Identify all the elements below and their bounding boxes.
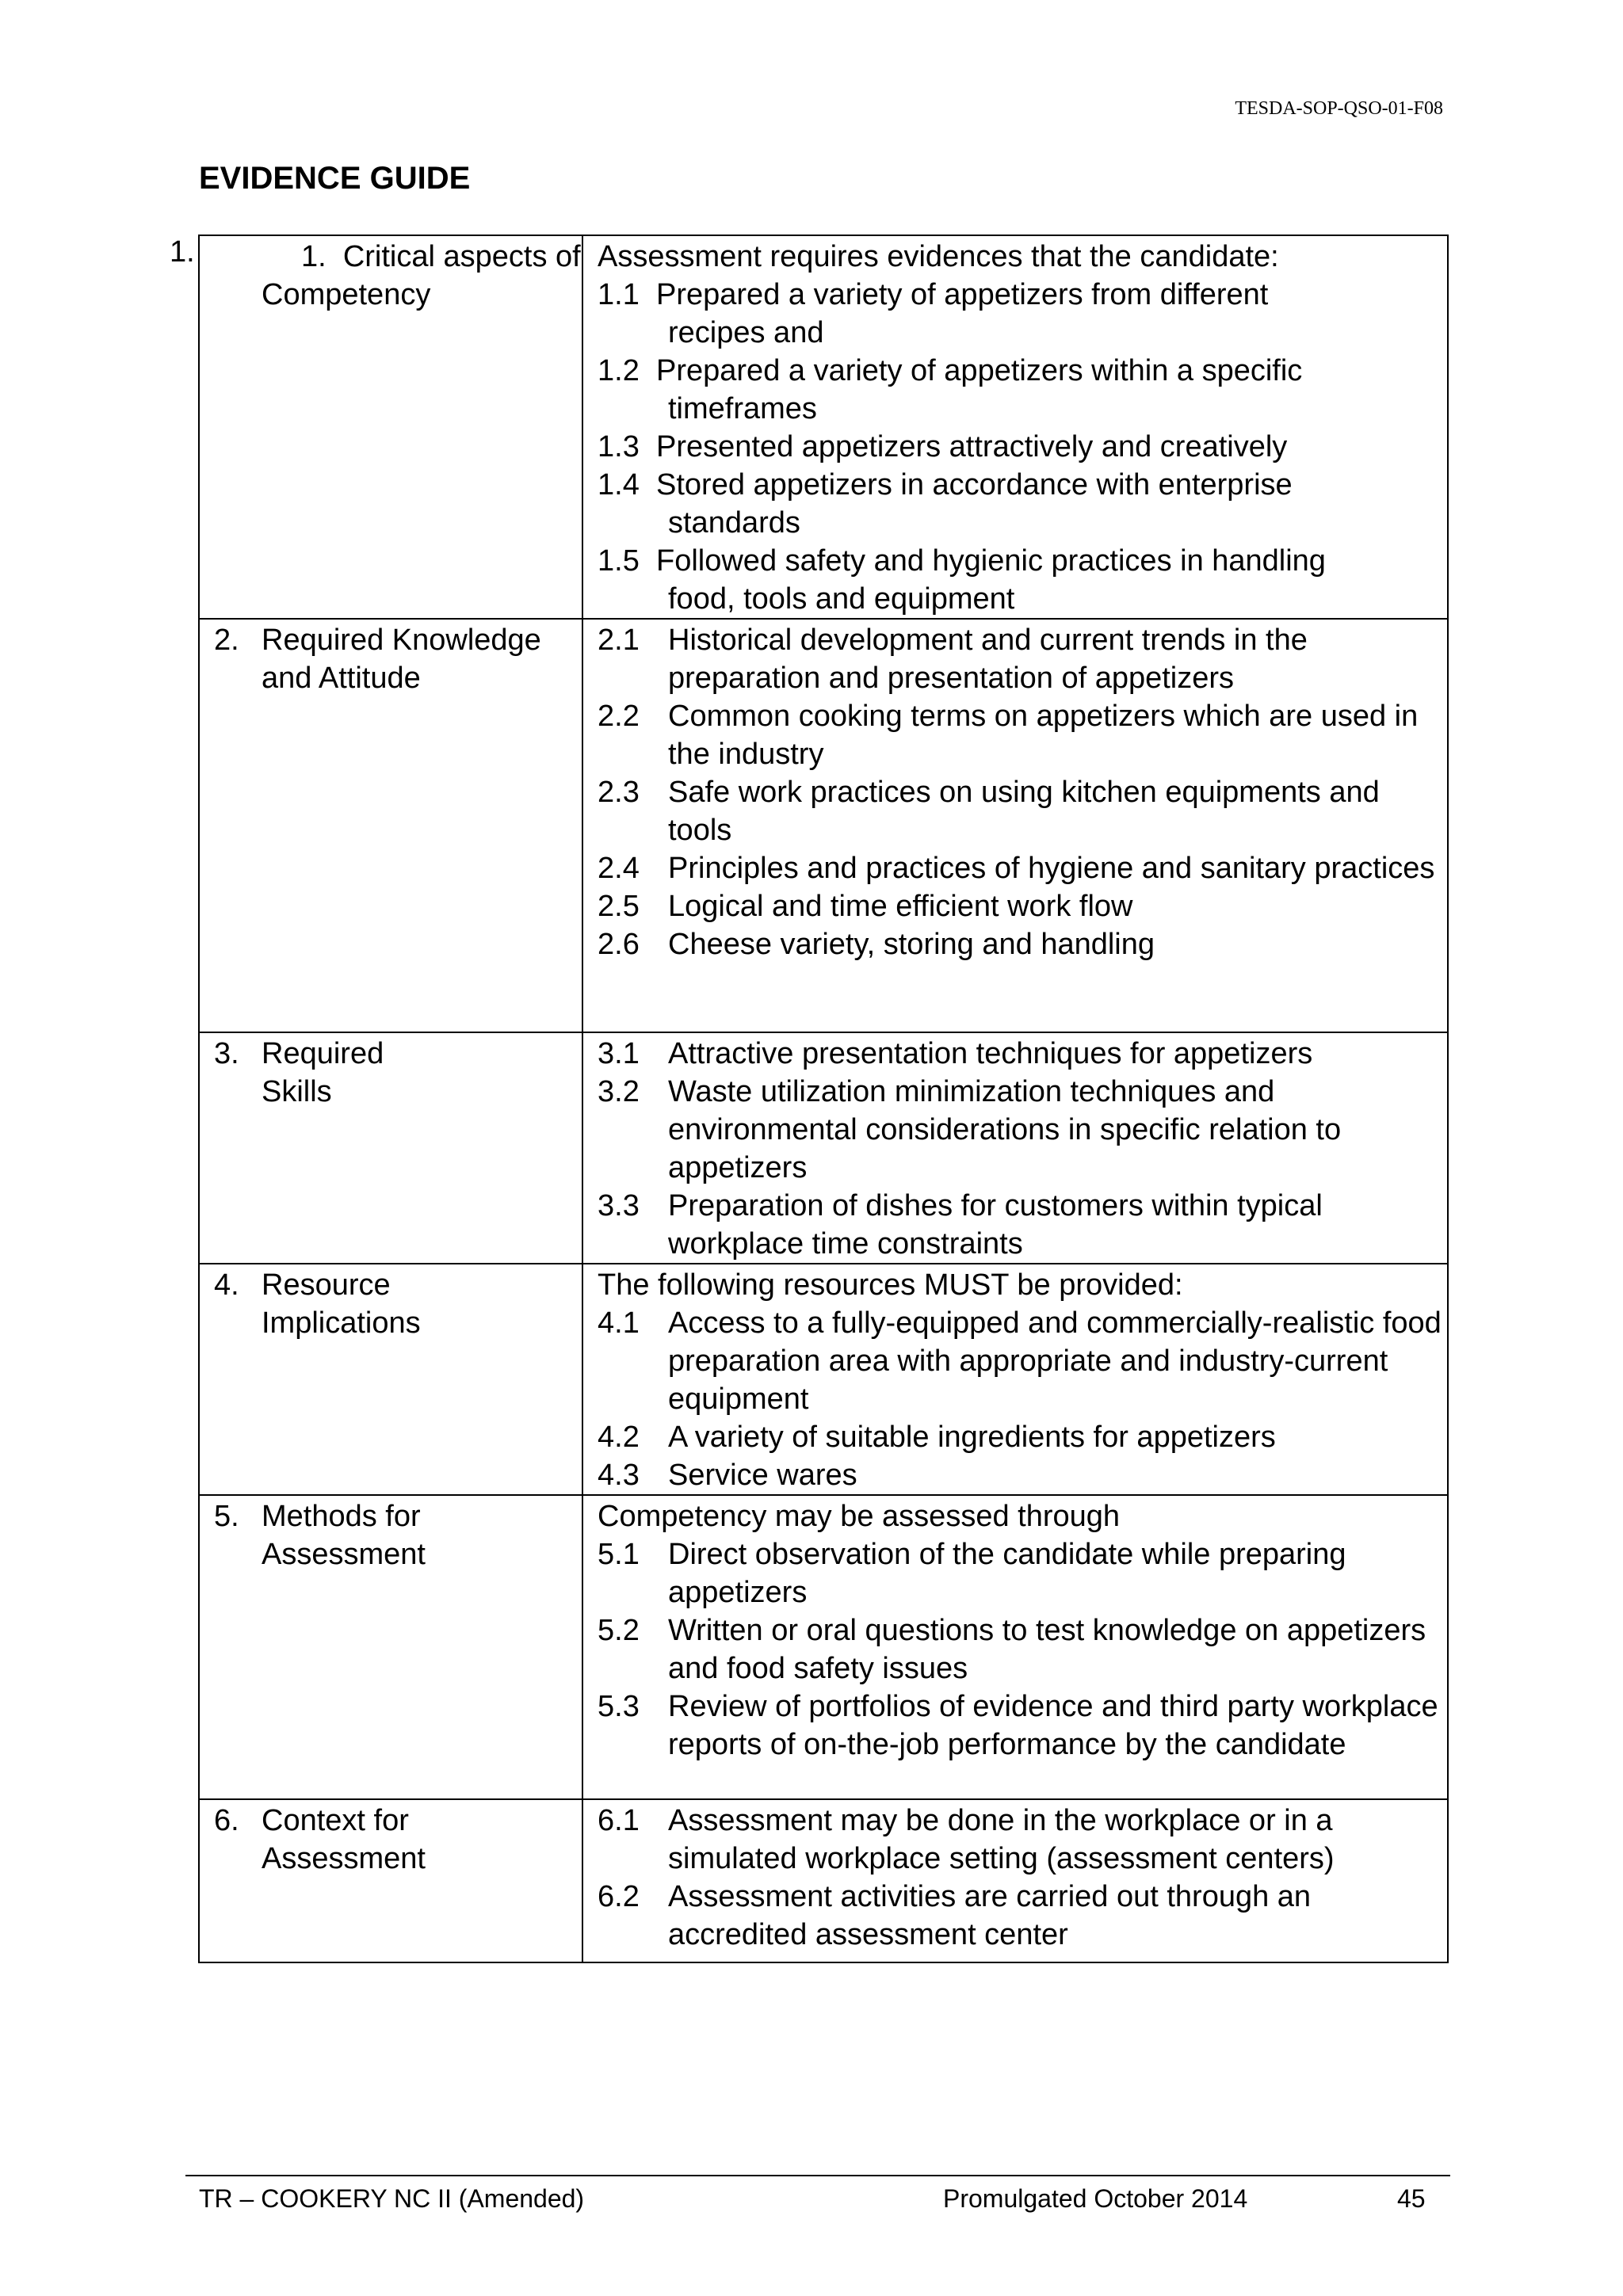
item-text-continued: timeframes	[668, 392, 817, 425]
list-item	[583, 428, 1442, 466]
item-number: 5.2	[598, 1614, 640, 1647]
item-text: Access to a fully-equipped and commercially-realistic food preparation area with appropriate and industry-current equipment	[668, 1306, 1442, 1416]
item-number: 4.1	[598, 1306, 640, 1340]
row-intro: Competency may be assessed through	[598, 1500, 1121, 1533]
item-number: 1.3	[598, 430, 640, 463]
row-label-cell	[199, 1799, 582, 1962]
list-item	[583, 621, 1442, 697]
item-text: Cheese variety, storing and handling	[668, 928, 1155, 961]
list-item	[583, 1688, 1442, 1764]
row-intro: Assessment requires evidences that the candidate:	[598, 240, 1279, 273]
table-row	[199, 1495, 1448, 1799]
row-content-cell	[582, 1799, 1448, 1962]
list-item	[583, 466, 1442, 542]
item-number: 2.4	[598, 852, 640, 885]
table-row	[199, 619, 1448, 1032]
item-text: Historical development and current trends in the preparation and presentation of appetizers	[668, 624, 1308, 695]
row-number: 2.	[214, 624, 239, 657]
row-label-cell	[199, 1032, 582, 1264]
row-number: 3.	[214, 1037, 239, 1070]
row-number: 1.	[301, 240, 327, 273]
item-text: Safe work practices on using kitchen equipments and tools	[668, 776, 1380, 847]
list-item	[583, 887, 1442, 925]
item-text: Assessment activities are carried out through an accredited assessment center	[668, 1880, 1312, 1951]
list-item	[583, 1611, 1442, 1688]
list-item	[583, 1418, 1442, 1456]
footer-promulgation-date: Promulgated October 2014	[943, 2184, 1248, 2213]
row-content-cell	[582, 1032, 1448, 1264]
item-text: Followed safety and hygienic practices in handling	[656, 544, 1326, 578]
item-text: Stored appetizers in accordance with enterprise	[656, 468, 1293, 502]
row-label: Context for Assessment	[262, 1804, 426, 1875]
item-text: Direct observation of the candidate while preparing appetizers	[668, 1538, 1346, 1609]
item-text: A variety of suitable ingredients for appetizers	[668, 1421, 1276, 1454]
list-item	[583, 1878, 1442, 1954]
item-number: 1.2	[598, 354, 640, 387]
list-item	[583, 697, 1442, 773]
footer-divider	[185, 2175, 1450, 2176]
item-number: 3.2	[598, 1075, 640, 1108]
table-row	[199, 1799, 1448, 1962]
row-content-cell	[582, 1264, 1448, 1495]
item-text: Assessment may be done in the workplace or in a simulated workplace setting (assessment centers)	[668, 1804, 1335, 1875]
item-number: 1.4	[598, 468, 640, 502]
row-label: Methods for Assessment	[262, 1500, 426, 1571]
list-item	[583, 1802, 1442, 1878]
item-number: 1.5	[598, 544, 640, 578]
page-title: EVIDENCE GUIDE	[199, 161, 471, 196]
page-number: 45	[1397, 2184, 1426, 2213]
item-text: Prepared a variety of appetizers within a specific	[656, 354, 1303, 387]
item-number: 5.1	[598, 1538, 640, 1571]
row-label-cell	[199, 1495, 582, 1799]
list-item	[583, 1535, 1442, 1611]
list-item	[583, 1456, 1442, 1494]
list-item	[583, 352, 1442, 428]
item-text: Service wares	[668, 1459, 857, 1492]
item-number: 3.1	[598, 1037, 640, 1070]
row-label-continued: Competency	[262, 278, 431, 311]
item-text-continued: standards	[668, 506, 800, 540]
item-number: 5.3	[598, 1690, 640, 1723]
evidence-guide-table	[198, 235, 1449, 1963]
row-number: 4.	[214, 1268, 239, 1302]
item-text-continued: food, tools and equipment	[668, 582, 1015, 616]
item-text: Presented appetizers attractively and creatively	[656, 430, 1288, 463]
list-item	[583, 1304, 1442, 1418]
item-number: 4.2	[598, 1421, 640, 1454]
item-number: 2.3	[598, 776, 640, 809]
item-number: 2.5	[598, 890, 640, 923]
row-number: 5.	[214, 1500, 239, 1533]
row-label: Required Skills	[262, 1037, 384, 1108]
list-item	[583, 773, 1442, 849]
item-text: Attractive presentation techniques for appetizers	[668, 1037, 1313, 1070]
item-text: Logical and time efficient work flow	[668, 890, 1133, 923]
item-number: 4.3	[598, 1459, 640, 1492]
list-item	[583, 1187, 1442, 1263]
item-text: Principles and practices of hygiene and sanitary practices	[668, 852, 1435, 885]
item-number: 2.1	[598, 624, 640, 657]
item-number: 2.6	[598, 928, 640, 961]
item-text: Review of portfolios of evidence and third party workplace reports of on-the-job performance by the candidate	[668, 1690, 1438, 1761]
item-text: Common cooking terms on appetizers which are used in the industry	[668, 700, 1419, 771]
row-label-cell	[199, 619, 582, 1032]
item-text-continued: recipes and	[668, 316, 824, 349]
row-label-cell	[199, 235, 582, 619]
row-label: Resource Implications	[262, 1268, 421, 1340]
item-number: 3.3	[598, 1189, 640, 1222]
list-item	[583, 925, 1442, 963]
row-label: Required Knowledge and Attitude	[262, 624, 541, 695]
stray-list-number: 1.	[170, 235, 195, 269]
item-number: 1.1	[598, 278, 640, 311]
item-number: 2.2	[598, 700, 640, 733]
row-number: 6.	[214, 1804, 239, 1837]
item-text: Waste utilization minimization techniques and environmental considerations in specific relation to appetizers	[668, 1075, 1342, 1184]
table-row	[199, 235, 1448, 619]
list-item	[583, 1035, 1442, 1073]
list-item	[583, 1073, 1442, 1187]
item-text: Written or oral questions to test knowledge on appetizers and food safety issues	[668, 1614, 1426, 1685]
row-content-cell	[582, 235, 1448, 619]
row-label-cell	[199, 1264, 582, 1495]
document-code: TESDA-SOP-QSO-01-F08	[1235, 98, 1443, 119]
list-item	[583, 849, 1442, 887]
list-item	[583, 276, 1442, 352]
item-text: Preparation of dishes for customers within typical workplace time constraints	[668, 1189, 1323, 1261]
item-text: Prepared a variety of appetizers from different	[656, 278, 1269, 311]
table-row	[199, 1264, 1448, 1495]
item-number: 6.2	[598, 1880, 640, 1913]
row-label: Critical aspects of	[342, 240, 581, 273]
list-item	[583, 542, 1442, 618]
footer-document-title: TR – COOKERY NC II (Amended)	[199, 2184, 585, 2213]
row-content-cell	[582, 619, 1448, 1032]
row-intro: The following resources MUST be provided:	[598, 1268, 1183, 1302]
item-number: 6.1	[598, 1804, 640, 1837]
table-row	[199, 1032, 1448, 1264]
row-content-cell	[582, 1495, 1448, 1799]
